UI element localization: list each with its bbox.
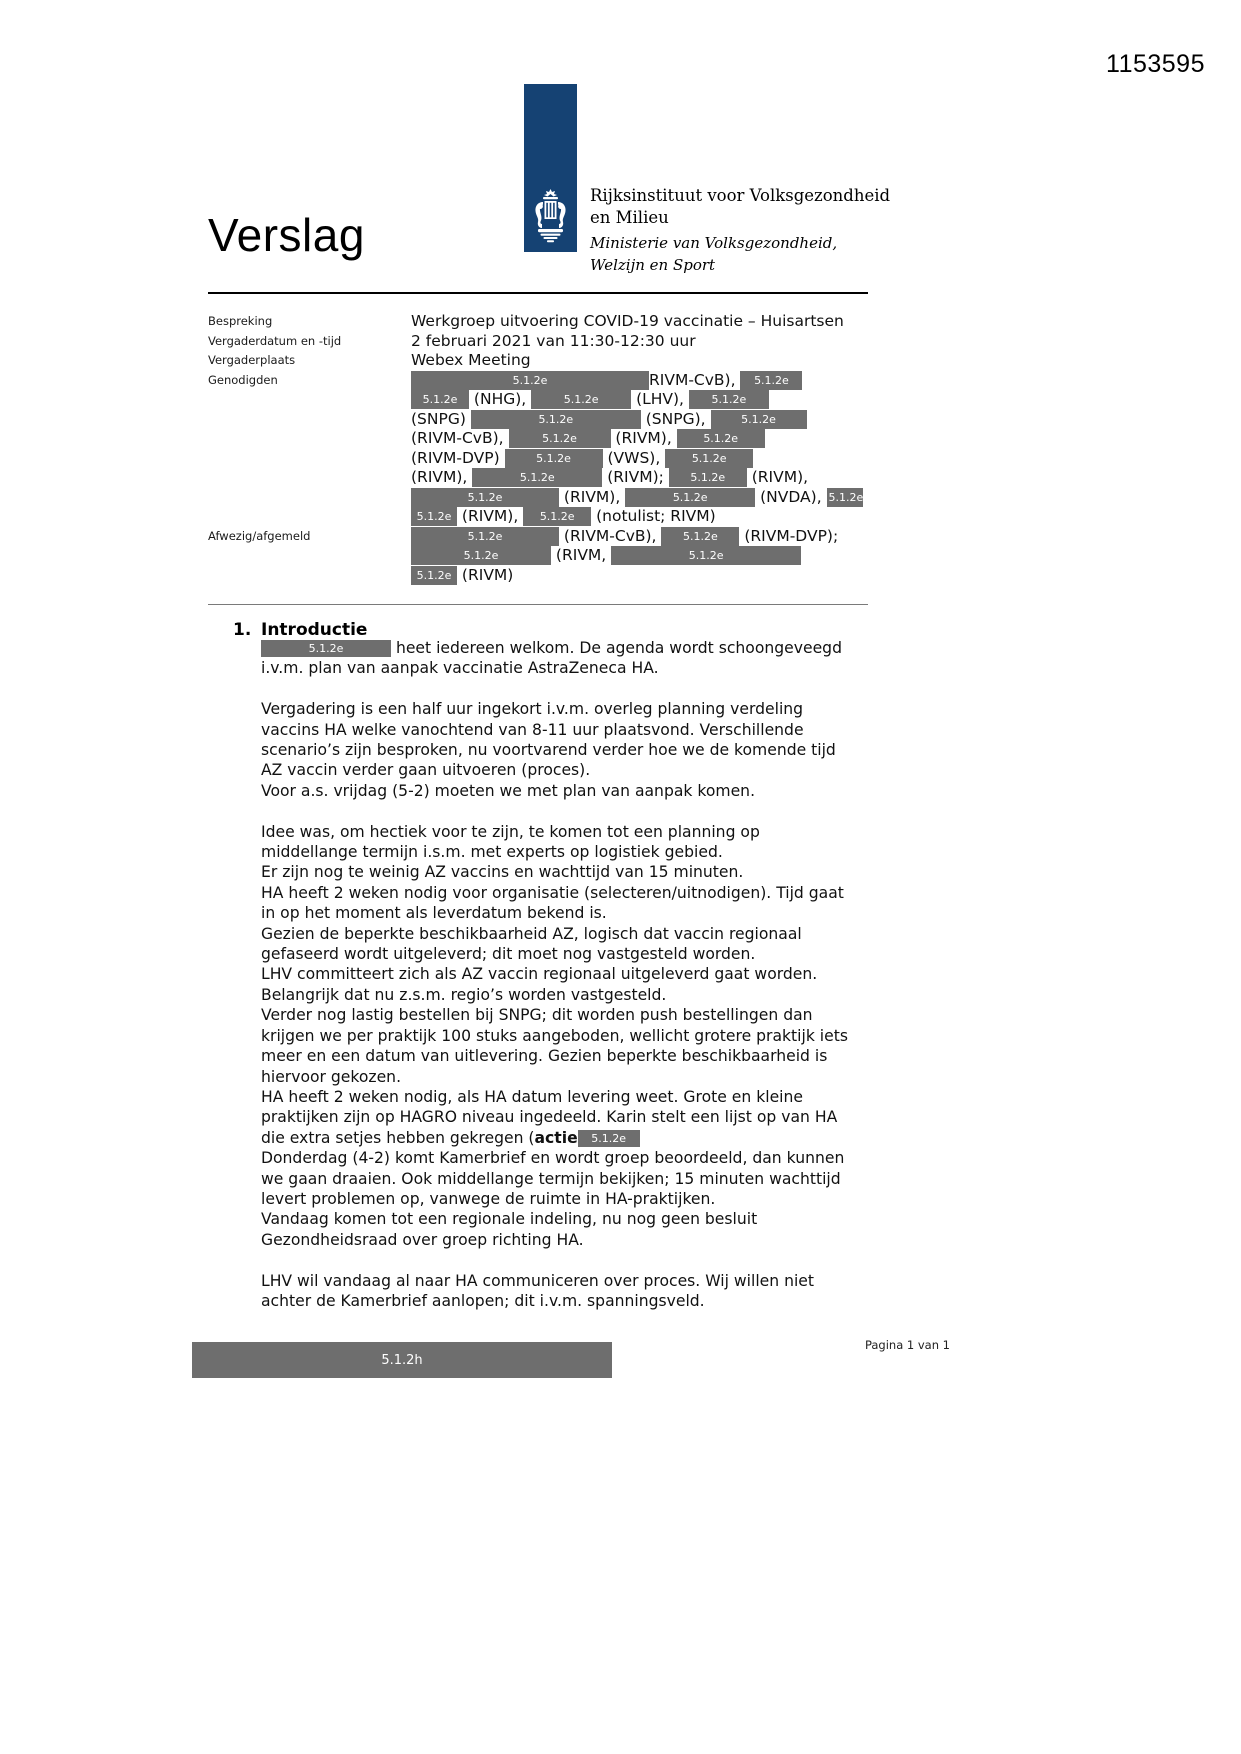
- body-paragraph-line: LHV committeert zich als AZ vaccin regionaal uitgeleverd gaat worden.: [261, 965, 818, 984]
- participant-org: (SNPG): [411, 409, 471, 428]
- body-paragraph-line: Er zijn nog te weinig AZ vaccins en wachttijd van 15 minuten.: [261, 863, 744, 882]
- participant-org: (VWS),: [602, 448, 666, 467]
- redaction-chip: 5.1.2e: [531, 390, 631, 409]
- redaction-chip: 5.1.2e: [261, 640, 391, 657]
- meta-row-genodigden: [208, 371, 888, 527]
- document-header: [0, 84, 1241, 284]
- body-paragraph-line: Verder nog lastig bestellen bij SNPG; dit worden push bestellingen dan: [261, 1006, 813, 1025]
- meeting-metadata: [208, 312, 888, 585]
- participant-org: (RIVM): [457, 565, 514, 584]
- body-paragraph-line: Belangrijk dat nu z.s.m. regio’s worden vastgesteld.: [261, 985, 667, 1004]
- redaction-chip: 5.1.2e: [677, 429, 765, 448]
- participant-org: (LHV),: [631, 390, 689, 408]
- participant-org: (RIVM-CvB),: [559, 526, 662, 545]
- participant-org: (SNPG),: [640, 409, 711, 428]
- body-paragraph-line: Voor a.s. vrijdag (5-2) moeten we met plan van aanpak komen.: [261, 781, 756, 800]
- meeting-time: 11:30-12:30 uur: [569, 331, 696, 350]
- meta-value-plaats: Webex Meeting: [411, 351, 531, 369]
- redaction-chip: 5.1.2e: [411, 371, 649, 390]
- meta-label-bespreking: Bespreking: [208, 314, 273, 328]
- body-paragraph-line: gefaseerd wordt uitgeleverd; dit moet nog vastgesteld worden.: [261, 945, 756, 964]
- participant-org: (RIVM-DVP): [411, 448, 505, 467]
- meta-label-datum: Vergaderdatum en -tijd: [208, 333, 342, 348]
- redaction-chip: 5.1.2e: [740, 371, 802, 390]
- meta-row-bespreking: [208, 312, 888, 332]
- body-paragraph-line: hiervoor gekozen.: [261, 1067, 402, 1086]
- participant-org: (RIVM),: [559, 487, 626, 506]
- body-paragraph-line: HA heeft 2 weken nodig, als HA datum levering weet. Grote en kleine: [261, 1087, 803, 1106]
- redaction-chip: 5.1.2e: [689, 390, 769, 409]
- participant-org: (RIVM);: [602, 468, 669, 486]
- participant-line: [411, 429, 888, 449]
- body-paragraph-line: middellange termijn i.s.m. met experts op logistiek gebied.: [261, 843, 723, 862]
- body-paragraph-line: meer en een datum van uitlevering. Gezien beperkte beschikbaarheid is: [261, 1047, 828, 1066]
- footer-redaction-bar: 5.1.2h: [192, 1342, 612, 1378]
- redaction-chip: 5.1.2e: [665, 449, 753, 468]
- body-paragraph-line: Idee was, om hectiek voor te zijn, te komen tot een planning op: [261, 822, 760, 841]
- participant-line: [411, 390, 888, 410]
- section-divider: [208, 604, 868, 605]
- redaction-chip: 5.1.2e: [411, 507, 457, 526]
- body-text: die extra setjes hebben gekregen (: [261, 1128, 535, 1147]
- redaction-chip: 5.1.2e: [505, 449, 603, 468]
- body-action-line: [261, 1128, 871, 1148]
- participant-line: [411, 527, 888, 547]
- participant-line: [411, 410, 888, 430]
- redaction-chip: 5.1.2e: [578, 1130, 640, 1147]
- participant-org: (RIVM),: [746, 468, 809, 486]
- redaction-chip: 5.1.2e: [509, 429, 611, 448]
- meta-label-afwezig: Afwezig/afgemeld: [208, 528, 311, 543]
- logo-line-2: en Milieu: [590, 208, 669, 227]
- meeting-date: 2 februari 2021 van: [411, 331, 570, 350]
- body-paragraph-line: in op het moment als leverdatum bekend is.: [261, 904, 607, 923]
- body-paragraph-line: we gaan draaien. Ook middellange termijn bekijken; 15 minuten wachttijd: [261, 1169, 841, 1188]
- paragraph-spacer: [261, 679, 871, 699]
- body-paragraph-line: levert problemen op, vanwege de ruimte in HA-praktijken.: [261, 1189, 716, 1208]
- participant-org: (NVDA),: [755, 487, 827, 506]
- redaction-chip: 5.1.2e: [611, 546, 801, 565]
- body-paragraph-line: praktijken zijn op HAGRO niveau ingedeeld. Karin stelt een lijst op van HA: [261, 1108, 838, 1127]
- page-number: Pagina 1 van 1: [864, 1338, 950, 1352]
- page-title: Verslag: [208, 209, 365, 261]
- body-text: heet iedereen welkom. De agenda wordt schoongeveegd: [391, 639, 842, 657]
- redaction-chip: 5.1.2e: [827, 488, 863, 507]
- logo-text-block: [590, 185, 891, 276]
- paragraph-spacer: [261, 1250, 871, 1270]
- logo-line-1: Rijksinstituut voor Volksgezondheid: [590, 186, 891, 205]
- participant-org: (RIVM-CvB),: [411, 429, 509, 447]
- meta-label-genodigden: Genodigden: [208, 372, 278, 387]
- action-keyword: actie: [534, 1128, 578, 1147]
- meta-value-bespreking: Werkgroep uitvoering COVID-19 vaccinatie – Huisartsen: [411, 312, 844, 330]
- participant-org: (RIVM),: [411, 468, 473, 486]
- logo-line-3: Ministerie van Volksgezondheid,: [590, 234, 838, 252]
- meta-value-datum: [411, 332, 888, 352]
- body-paragraph-line: Vandaag komen tot een regionale indeling, nu nog geen besluit: [261, 1210, 758, 1229]
- participant-line: [411, 488, 888, 508]
- participant-line: [411, 449, 888, 469]
- body-paragraph-line: Gezien de beperkte beschikbaarheid AZ, logisch dat vaccin regionaal: [261, 924, 802, 943]
- body-paragraph-line: achter de Kamerbrief aanlopen; dit i.v.m. spanningsveld.: [261, 1291, 705, 1310]
- body-paragraph-line: vaccins HA welke vanochtend van 8-11 uur plaatsvond. Verschillende: [261, 720, 804, 739]
- rivm-logo: [524, 84, 891, 274]
- redaction-chip: 5.1.2e: [411, 566, 457, 585]
- redaction-chip: 5.1.2e: [669, 468, 747, 487]
- absentees-list: [411, 527, 888, 586]
- meta-row-datum: [208, 332, 888, 352]
- participant-org: (RIVM-DVP);: [739, 526, 839, 545]
- participant-line: [411, 546, 888, 566]
- body-paragraph-line: HA heeft 2 weken nodig voor organisatie (selecteren/uitnodigen). Tijd gaat: [261, 883, 844, 902]
- section-title: Introductie: [261, 620, 368, 640]
- redaction-chip: 5.1.2e: [411, 488, 559, 507]
- participant-org: (RIVM,: [551, 546, 612, 564]
- invitees-list: [411, 371, 888, 527]
- participant-line: [411, 371, 888, 391]
- paragraph-spacer: [261, 801, 871, 821]
- meta-row-afwezig: [208, 527, 888, 586]
- document-body: [261, 638, 871, 1311]
- logo-line-4: Welzijn en Sport: [590, 256, 716, 274]
- nl-coat-of-arms-icon: [530, 188, 571, 244]
- participant-line: [411, 566, 888, 586]
- redaction-chip: 5.1.2e: [523, 507, 591, 526]
- body-paragraph-line: i.v.m. plan van aanpak vaccinatie AstraZeneca HA.: [261, 659, 659, 678]
- participant-org: (NHG),: [469, 390, 532, 408]
- redaction-chip: 5.1.2e: [711, 410, 807, 429]
- document-id: 1153595: [1106, 50, 1205, 78]
- body-paragraph-line: Gezondheidsraad over groep richting HA.: [261, 1230, 584, 1249]
- body-paragraph-line: Donderdag (4-2) komt Kamerbrief en wordt groep beoordeeld, dan kunnen: [261, 1149, 845, 1168]
- meta-label-plaats: Vergaderplaats: [208, 353, 296, 367]
- body-paragraph-line: AZ vaccin verder gaan uitvoeren (proces).: [261, 761, 591, 780]
- participant-org: (RIVM),: [457, 507, 524, 525]
- section-heading: [233, 620, 367, 640]
- body-paragraph-line: scenario’s zijn besproken, nu voortvarend verder hoe we de komende tijd: [261, 741, 836, 760]
- redaction-chip: 5.1.2e: [411, 546, 551, 565]
- participant-org: (notulist; RIVM): [591, 507, 716, 525]
- body-paragraph-line: krijgen we per praktijk 100 stuks aangeboden, wellicht grotere praktijk iets: [261, 1026, 848, 1045]
- meta-row-plaats: [208, 351, 888, 371]
- body-paragraph-line: Vergadering is een half uur ingekort i.v.m. overleg planning verdeling: [261, 700, 804, 719]
- participant-org: RIVM-CvB),: [649, 370, 741, 389]
- redaction-chip: 5.1.2e: [661, 527, 739, 546]
- participant-line: [411, 468, 888, 488]
- header-divider: [208, 292, 868, 294]
- redaction-chip: 5.1.2e: [411, 527, 559, 546]
- section-number: 1.: [233, 620, 252, 640]
- redaction-chip: 5.1.2e: [411, 390, 469, 409]
- redaction-chip: 5.1.2e: [625, 488, 755, 507]
- participant-line: [411, 507, 888, 527]
- body-paragraph-line: LHV wil vandaag al naar HA communiceren over proces. Wij willen niet: [261, 1271, 815, 1290]
- participant-org: (RIVM),: [610, 429, 677, 447]
- redaction-chip: 5.1.2e: [471, 410, 641, 429]
- body-line-with-redaction: [261, 638, 871, 658]
- redaction-chip: 5.1.2e: [472, 468, 602, 487]
